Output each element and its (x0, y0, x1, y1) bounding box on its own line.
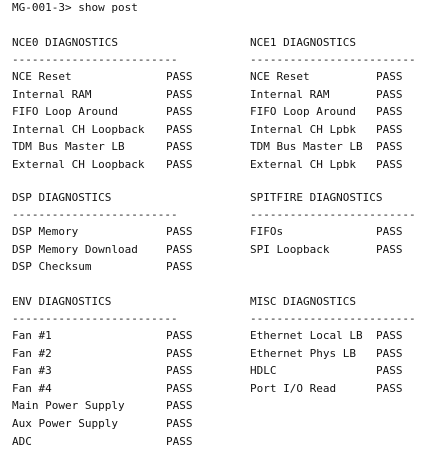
test-result: PASS (166, 381, 193, 395)
test-name: Port I/O Read (250, 381, 337, 395)
test-name: FIFO Loop Around (12, 105, 118, 119)
test-name: DSP Checksum (12, 260, 92, 274)
test-result: PASS (166, 70, 193, 83)
test-result: PASS (376, 329, 403, 342)
test-result: PASS (166, 346, 193, 360)
test-result: PASS (166, 157, 193, 171)
test-name: Internal CH Loopback (12, 122, 145, 136)
test-name: SPI Loopback (250, 242, 330, 256)
test-result: PASS (166, 105, 193, 119)
test-result: PASS (166, 122, 193, 136)
section-divider: ------------------------- (12, 312, 178, 325)
test-result: PASS (376, 122, 403, 136)
command-prompt: MG-001-3> show post (12, 1, 138, 14)
section-title: NCE1 DIAGNOSTICS (250, 36, 356, 49)
test-name: External CH Lpbk (250, 157, 356, 171)
test-result: PASS (166, 140, 193, 154)
test-name: NCE Reset (250, 70, 310, 83)
test-name: TDM Bus Master LB (250, 140, 363, 154)
section-title: SPITFIRE DIAGNOSTICS (250, 191, 383, 204)
test-name: ADC (12, 434, 32, 448)
section-title: DSP DIAGNOSTICS (12, 191, 112, 204)
test-result: PASS (166, 399, 193, 413)
section-title: MISC DIAGNOSTICS (250, 295, 356, 308)
test-result: PASS (376, 157, 403, 171)
test-result: PASS (376, 364, 403, 378)
test-name: Ethernet Phys LB (250, 346, 356, 360)
section-divider: ------------------------- (12, 208, 178, 221)
section-divider: ------------------------- (250, 208, 416, 221)
test-name: Internal CH Lpbk (250, 122, 356, 136)
test-result: PASS (166, 329, 193, 342)
test-name: Fan #4 (12, 381, 52, 395)
test-name: NCE Reset (12, 70, 72, 83)
test-name: FIFOs (250, 225, 284, 238)
test-result: PASS (376, 381, 403, 395)
test-name: Internal RAM (12, 87, 92, 101)
test-name: DSP Memory (12, 225, 79, 238)
section-divider: ------------------------- (12, 53, 178, 66)
test-result: PASS (376, 70, 403, 83)
test-name: External CH Loopback (12, 157, 145, 171)
test-name: Aux Power Supply (12, 416, 118, 430)
test-result: PASS (166, 364, 193, 378)
test-result: PASS (376, 346, 403, 360)
test-name: Fan #3 (12, 364, 52, 378)
section-title: ENV DIAGNOSTICS (12, 295, 112, 308)
test-name: TDM Bus Master LB (12, 140, 125, 154)
test-name: HDLC (250, 364, 277, 378)
test-result: PASS (376, 105, 403, 119)
test-name: Main Power Supply (12, 399, 125, 413)
test-result: PASS (376, 225, 403, 238)
test-result: PASS (166, 434, 193, 448)
test-name: Ethernet Local LB (250, 329, 363, 342)
test-name: Fan #1 (12, 329, 52, 342)
test-name: FIFO Loop Around (250, 105, 356, 119)
test-result: PASS (376, 242, 403, 256)
test-result: PASS (376, 87, 403, 101)
test-result: PASS (376, 140, 403, 154)
test-name: Fan #2 (12, 346, 52, 360)
test-name: DSP Memory Download (12, 242, 138, 256)
section-title: NCE0 DIAGNOSTICS (12, 36, 118, 49)
section-divider: ------------------------- (250, 312, 416, 325)
test-result: PASS (166, 260, 193, 274)
test-result: PASS (166, 416, 193, 430)
section-divider: ------------------------- (250, 53, 416, 66)
test-result: PASS (166, 87, 193, 101)
test-name: Internal RAM (250, 87, 330, 101)
test-result: PASS (166, 225, 193, 238)
test-result: PASS (166, 242, 193, 256)
